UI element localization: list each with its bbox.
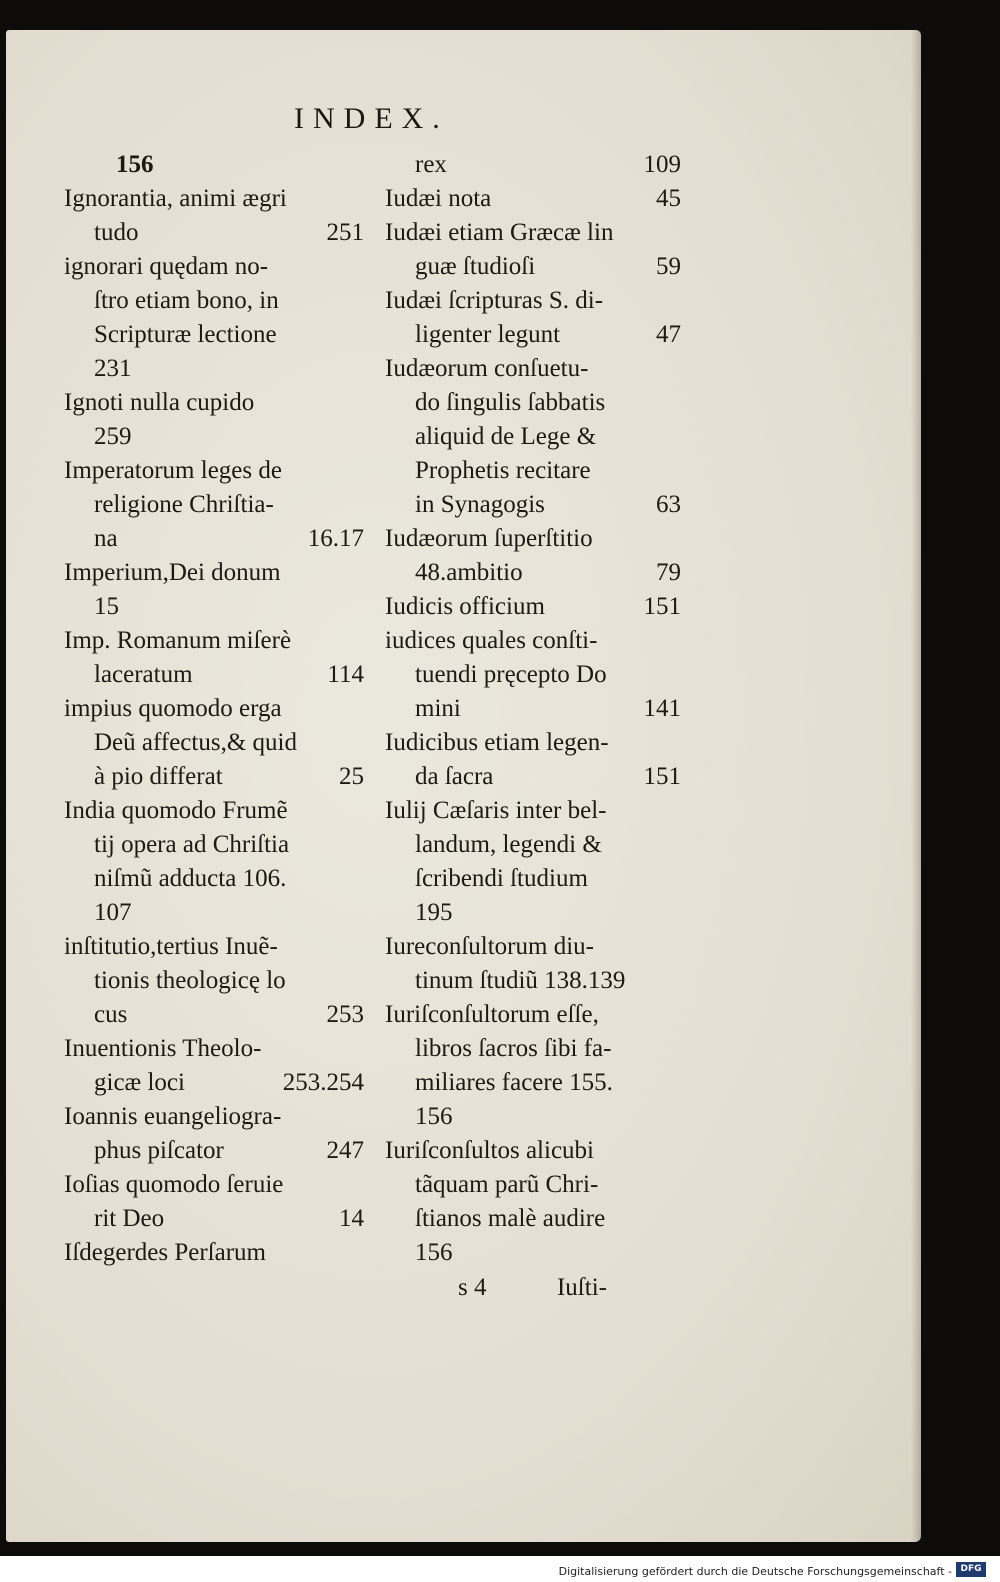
- index-entry-text: Iureconſultorum diu-: [385, 933, 594, 960]
- index-page-ref: 253.254: [282, 1069, 364, 1096]
- index-entry-text: Iudicis officium: [385, 593, 545, 620]
- index-entry-line: [54, 284, 364, 318]
- index-entry-line: [375, 998, 695, 1032]
- index-entry-line: [54, 828, 364, 862]
- index-entry-line: [54, 250, 364, 284]
- index-entry-line: [375, 1236, 695, 1270]
- index-entry-text: gicæ loci: [94, 1069, 185, 1096]
- index-entry-text: tinum ſtudiũ 138.139: [415, 967, 626, 994]
- index-entry-text: libros ſacros ſibi fa-: [415, 1035, 612, 1062]
- index-entry-text: mini: [415, 695, 461, 722]
- index-entry-text: Scripturæ lectione: [94, 321, 277, 348]
- index-entry-text: 48.ambitio: [415, 559, 523, 586]
- index-entry-text: miliares facere 155.: [415, 1069, 613, 1096]
- index-entry-line: [375, 828, 695, 862]
- index-entry-text: laceratum: [94, 661, 193, 688]
- index-entry-text: Iulij Cæſaris inter bel-: [385, 797, 607, 824]
- index-entry-line: [54, 1100, 364, 1134]
- index-entry-text: inſtitutio,tertius Inuẽ-: [64, 933, 278, 960]
- index-entry-text: ligenter legunt: [415, 321, 561, 348]
- index-entry-text: Ignorantia, animi ægri: [64, 185, 287, 212]
- index-entry-text: Imp. Romanum miſerè: [64, 627, 292, 654]
- index-entry-line: [375, 420, 695, 454]
- index-entry-text: Iudicibus etiam legen-: [385, 729, 609, 756]
- index-page-ref: 63: [656, 491, 681, 518]
- index-entry-line: [375, 1134, 695, 1168]
- index-entry-line: [375, 488, 695, 522]
- index-entry-line: [54, 1168, 364, 1202]
- index-entry-line: [54, 590, 364, 624]
- index-entry-text: tionis theologicę lo: [94, 967, 286, 994]
- index-entry-text: da ſacra: [415, 763, 494, 790]
- index-entry-line: [54, 1236, 364, 1270]
- index-entry-text: 259: [94, 423, 132, 450]
- index-page-ref: 151: [643, 593, 681, 620]
- index-entry-text: Ioannis euangeliogra-: [64, 1103, 282, 1130]
- index-entry-line: [375, 556, 695, 590]
- index-entry-line: [375, 794, 695, 828]
- index-entry-line: [54, 726, 364, 760]
- index-entry-text: Iudæi etiam Græcæ lin: [385, 219, 614, 246]
- index-page-ref: 25: [339, 763, 364, 790]
- index-entry-text: tudo: [94, 219, 139, 246]
- index-entry-line: [54, 998, 364, 1032]
- index-entry-line: [54, 148, 364, 182]
- index-entry-text: cus: [94, 1001, 128, 1028]
- index-entry-text: Ignoti nulla cupido: [64, 389, 255, 416]
- index-entry-line: [54, 692, 364, 726]
- index-entry-line: [54, 760, 364, 794]
- page-header: INDEX.: [294, 102, 449, 135]
- index-page-ref: 253: [326, 1001, 364, 1028]
- index-entry-text: ſtianos malè audire: [415, 1205, 606, 1232]
- index-entry-line: [375, 1168, 695, 1202]
- index-entry-line: [54, 930, 364, 964]
- index-entry-line: [54, 420, 364, 454]
- index-entry-line: [375, 930, 695, 964]
- index-entry-line: [54, 352, 364, 386]
- index-entry-line: [375, 284, 695, 318]
- index-entry-line: [375, 1066, 695, 1100]
- index-entry-text: Prophetis recitare: [415, 457, 591, 484]
- index-entry-line: [375, 386, 695, 420]
- index-page-ref: 251: [326, 219, 364, 246]
- index-entry-line: [375, 250, 695, 284]
- index-entry-text: Ioſias quomodo ſeruie: [64, 1171, 284, 1198]
- index-entry-text: ignorari quędam no-: [64, 253, 269, 280]
- index-entry-text: do ſingulis ſabbatis: [415, 389, 606, 416]
- signature-line: [458, 1274, 607, 1302]
- index-entry-text: landum, legendi &: [415, 831, 602, 858]
- dfg-logo-icon: DFG: [956, 1562, 986, 1577]
- index-entry-line: [54, 454, 364, 488]
- index-entry-text: phus piſcator: [94, 1137, 224, 1164]
- index-entry-text: Iuriſconſultorum eſſe,: [385, 1001, 599, 1028]
- index-entry-text: tuendi pręcepto Do: [415, 661, 607, 688]
- index-page-ref: 45: [656, 185, 681, 212]
- index-entry-text: Iſdegerdes Perſarum: [64, 1239, 267, 1266]
- index-page-ref: 114: [327, 661, 364, 688]
- index-entry-text: Imperium,Dei donum: [64, 559, 281, 586]
- index-entry-text: guæ ſtudioſi: [415, 253, 536, 280]
- index-page-ref: 141: [643, 695, 681, 722]
- index-entry-line: [54, 964, 364, 998]
- index-entry-text: ſcribendi ſtudium: [415, 865, 588, 892]
- index-entry-text: 195: [415, 899, 453, 926]
- index-entry-line: [54, 1066, 364, 1100]
- index-entry-text: aliquid de Lege &: [415, 423, 597, 450]
- index-entry-line: [375, 862, 695, 896]
- index-page-ref: 247: [326, 1137, 364, 1164]
- index-entry-line: [54, 522, 364, 556]
- index-entry-text: India quomodo Frumẽ: [64, 797, 288, 824]
- page-gutter-shadow: [911, 30, 921, 1542]
- index-entry-line: [54, 182, 364, 216]
- index-entry-text: Inuentionis Theolo-: [64, 1035, 262, 1062]
- index-entry-line: [54, 1032, 364, 1066]
- index-entry-line: [54, 1202, 364, 1236]
- index-entry-line: [375, 964, 695, 998]
- index-entry-text: iudices quales conſti-: [385, 627, 598, 654]
- index-entry-text: na: [94, 525, 118, 552]
- index-entry-text: Iudæorum ſuperſtitio: [385, 525, 593, 552]
- index-entry-text: 156: [415, 1103, 453, 1130]
- index-entry-line: [375, 1100, 695, 1134]
- index-entry-line: [54, 1134, 364, 1168]
- index-entry-line: [375, 590, 695, 624]
- footer-bar: [0, 1556, 1000, 1582]
- index-entry-text: tij opera ad Chriſtia: [94, 831, 290, 858]
- index-page-ref: 16.17: [307, 525, 364, 552]
- index-page-ref: 151: [643, 763, 681, 790]
- index-entry-line: [375, 726, 695, 760]
- index-entry-line: [375, 182, 695, 216]
- index-entry-text: ſtro etiam bono, in: [94, 287, 279, 314]
- index-entry-text: 15: [94, 593, 119, 620]
- index-entry-line: [54, 862, 364, 896]
- index-page-ref: 47: [656, 321, 681, 348]
- index-entry-line: [375, 692, 695, 726]
- index-entry-line: [54, 896, 364, 930]
- index-entry-line: [54, 216, 364, 250]
- index-entry-text: Iuriſconſultos alicubi: [385, 1137, 594, 1164]
- index-entry-line: [54, 386, 364, 420]
- index-entry-text: rit Deo: [94, 1205, 165, 1232]
- index-entry-line: [375, 216, 695, 250]
- index-entry-text: 156: [116, 151, 154, 178]
- index-entry-text: Iudæorum conſuetu-: [385, 355, 589, 382]
- index-entry-text: rex: [415, 151, 447, 178]
- index-entry-line: [375, 352, 695, 386]
- index-entry-line: [375, 318, 695, 352]
- index-entry-line: [375, 454, 695, 488]
- index-entry-line: [375, 624, 695, 658]
- index-entry-line: [375, 522, 695, 556]
- index-entry-line: [375, 148, 695, 182]
- index-page-ref: 79: [656, 559, 681, 586]
- index-entry-line: [54, 658, 364, 692]
- index-entry-line: [54, 556, 364, 590]
- index-entry-text: religione Chriſtia-: [94, 491, 274, 518]
- index-column-right: [375, 148, 695, 1270]
- index-entry-text: Deũ affectus,& quid: [94, 729, 297, 756]
- index-entry-text: 156: [415, 1239, 453, 1266]
- index-page-ref: 59: [656, 253, 681, 280]
- index-entry-text: Imperatorum leges de: [64, 457, 282, 484]
- index-entry-text: 231: [94, 355, 132, 382]
- index-entry-line: [375, 896, 695, 930]
- footer-credit: Digitalisierung gefördert durch die Deutsche Forschungsgemeinschaft -: [558, 1565, 952, 1578]
- index-page-ref: 109: [643, 151, 681, 178]
- index-entry-text: tãquam parũ Chri-: [415, 1171, 599, 1198]
- index-entry-line: [375, 1202, 695, 1236]
- index-entry-text: Iudæi ſcripturas S. di-: [385, 287, 604, 314]
- index-entry-line: [54, 318, 364, 352]
- index-entry-line: [375, 760, 695, 794]
- index-entry-line: [375, 1032, 695, 1066]
- index-entry-text: à pio differat: [94, 763, 223, 790]
- signature-mark: s 4: [458, 1274, 487, 1301]
- index-entry-text: in Synagogis: [415, 491, 545, 518]
- index-entry-text: Iudæi nota: [385, 185, 492, 212]
- index-entry-line: [375, 658, 695, 692]
- index-entry-line: [54, 624, 364, 658]
- index-entry-line: [54, 488, 364, 522]
- index-entry-text: niſmũ adducta 106.: [94, 865, 287, 892]
- index-entry-line: [54, 794, 364, 828]
- index-entry-text: 107: [94, 899, 132, 926]
- catchword: Iuſti-: [556, 1274, 607, 1301]
- index-page-ref: 14: [339, 1205, 364, 1232]
- index-column-left: [54, 148, 364, 1270]
- index-entry-text: impius quomodo erga: [64, 695, 282, 722]
